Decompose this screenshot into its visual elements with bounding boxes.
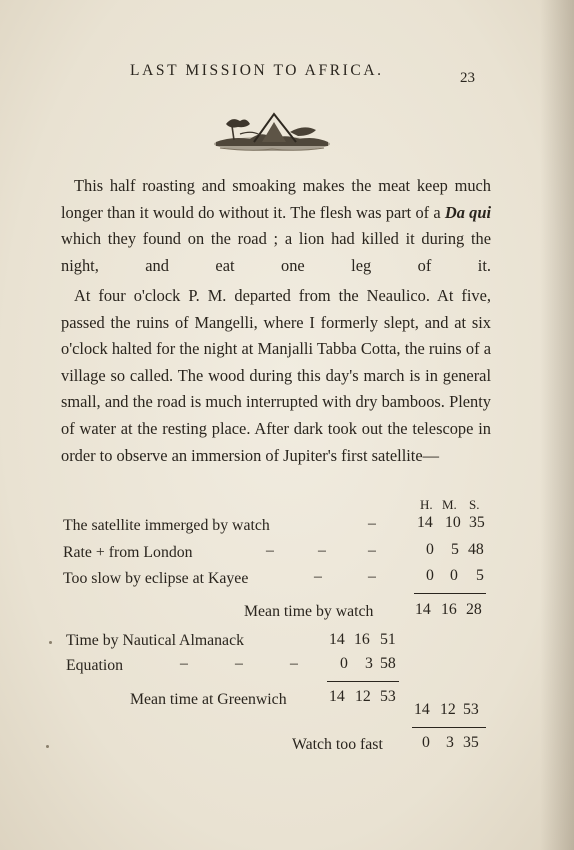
row-2-seconds: 48 [468,541,484,558]
vignette-tent-landscape-icon [212,108,332,154]
paragraph-2: At four o'clock P. M. departed from the Neaulico. At five, passed the ruins of Mangelli, where I formerly slept, and at six o'clock halted for the night at Manjalli Tabba Cotta, the ruins of a village so called. The wood during this day's march is in general small, and the road is much interrupted with dry bamboos. Plenty of water at the resting place. After dark took out the telescope in order to observe an immersion of Jupiter's first satellite— [61,286,491,465]
equation-seconds: 58 [380,655,396,672]
running-head: LAST MISSION TO AFRICA. [130,62,384,79]
greenwich-right-hours: 14 [414,701,430,718]
almanack-seconds: 51 [380,631,396,648]
header-seconds: S. [469,497,480,512]
row-1-hours: 14 [417,514,433,531]
mean-time-greenwich-label: Mean time at Greenwich [130,691,287,708]
page-edge-shadow [540,0,574,850]
row-dash: – [290,655,298,672]
mean-time-watch-label: Mean time by watch [244,603,374,620]
equation-hours: 0 [340,655,348,672]
row-2-minutes: 5 [451,541,459,558]
page-number: 23 [460,70,475,86]
row-1-minutes: 10 [445,514,461,531]
paragraph-1-text-a: This half roasting and smoaking makes the meat keep much longer than it would do without it. The flesh was part of a [61,176,491,222]
row-3-minutes: 0 [450,567,458,584]
almanack-hours: 14 [329,631,345,648]
row-label-nautical-almanack: Time by Nautical Almanack [66,632,244,649]
header-minutes: M. [442,497,457,512]
mean-time-watch-minutes: 16 [441,601,457,618]
row-dash: – [180,655,188,672]
watch-fast-hours: 0 [422,734,430,751]
row-label-satellite: The satellite immerged by watch [63,517,270,534]
sum-rule [414,593,486,594]
margin-mark [49,641,52,644]
row-dash: – [368,568,376,585]
row-dash: – [368,542,376,559]
watch-too-fast-label: Watch too fast [292,736,383,753]
greenwich-hours: 14 [329,688,345,705]
mean-time-watch-seconds: 28 [466,601,482,618]
row-1-seconds: 35 [469,514,485,531]
paragraph-1-italic: Da qui [444,202,491,222]
row-dash: – [368,515,376,532]
watch-fast-minutes: 3 [446,734,454,751]
paragraph-1-text-b: which they found on the road ; a lion had killed it during the night, and eat one leg of it. [61,229,491,275]
row-dash: – [266,542,274,559]
sub-sum-rule [327,681,399,682]
greenwich-right-seconds: 53 [463,701,479,718]
row-label-equation: Equation [66,657,124,674]
mean-time-watch-hours: 14 [415,601,431,618]
row-dash: – [318,542,326,559]
equation-minutes: 3 [365,655,373,672]
greenwich-minutes: 12 [355,688,371,705]
row-label-too-slow: Too slow by eclipse at Kayee [63,570,249,587]
row-3-hours: 0 [426,567,434,584]
row-label-rate: Rate + from London [63,544,193,561]
greenwich-seconds: 53 [380,688,396,705]
greenwich-right-minutes: 12 [440,701,456,718]
margin-mark [46,745,49,748]
almanack-minutes: 16 [354,631,370,648]
paragraph-1 [61,173,491,279]
row-3-seconds: 5 [476,567,484,584]
difference-rule [412,727,486,728]
row-dash: – [235,655,243,672]
header-hours: H. [420,497,433,512]
row-dash: – [314,568,322,585]
row-2-hours: 0 [426,541,434,558]
watch-fast-seconds: 35 [463,734,479,751]
